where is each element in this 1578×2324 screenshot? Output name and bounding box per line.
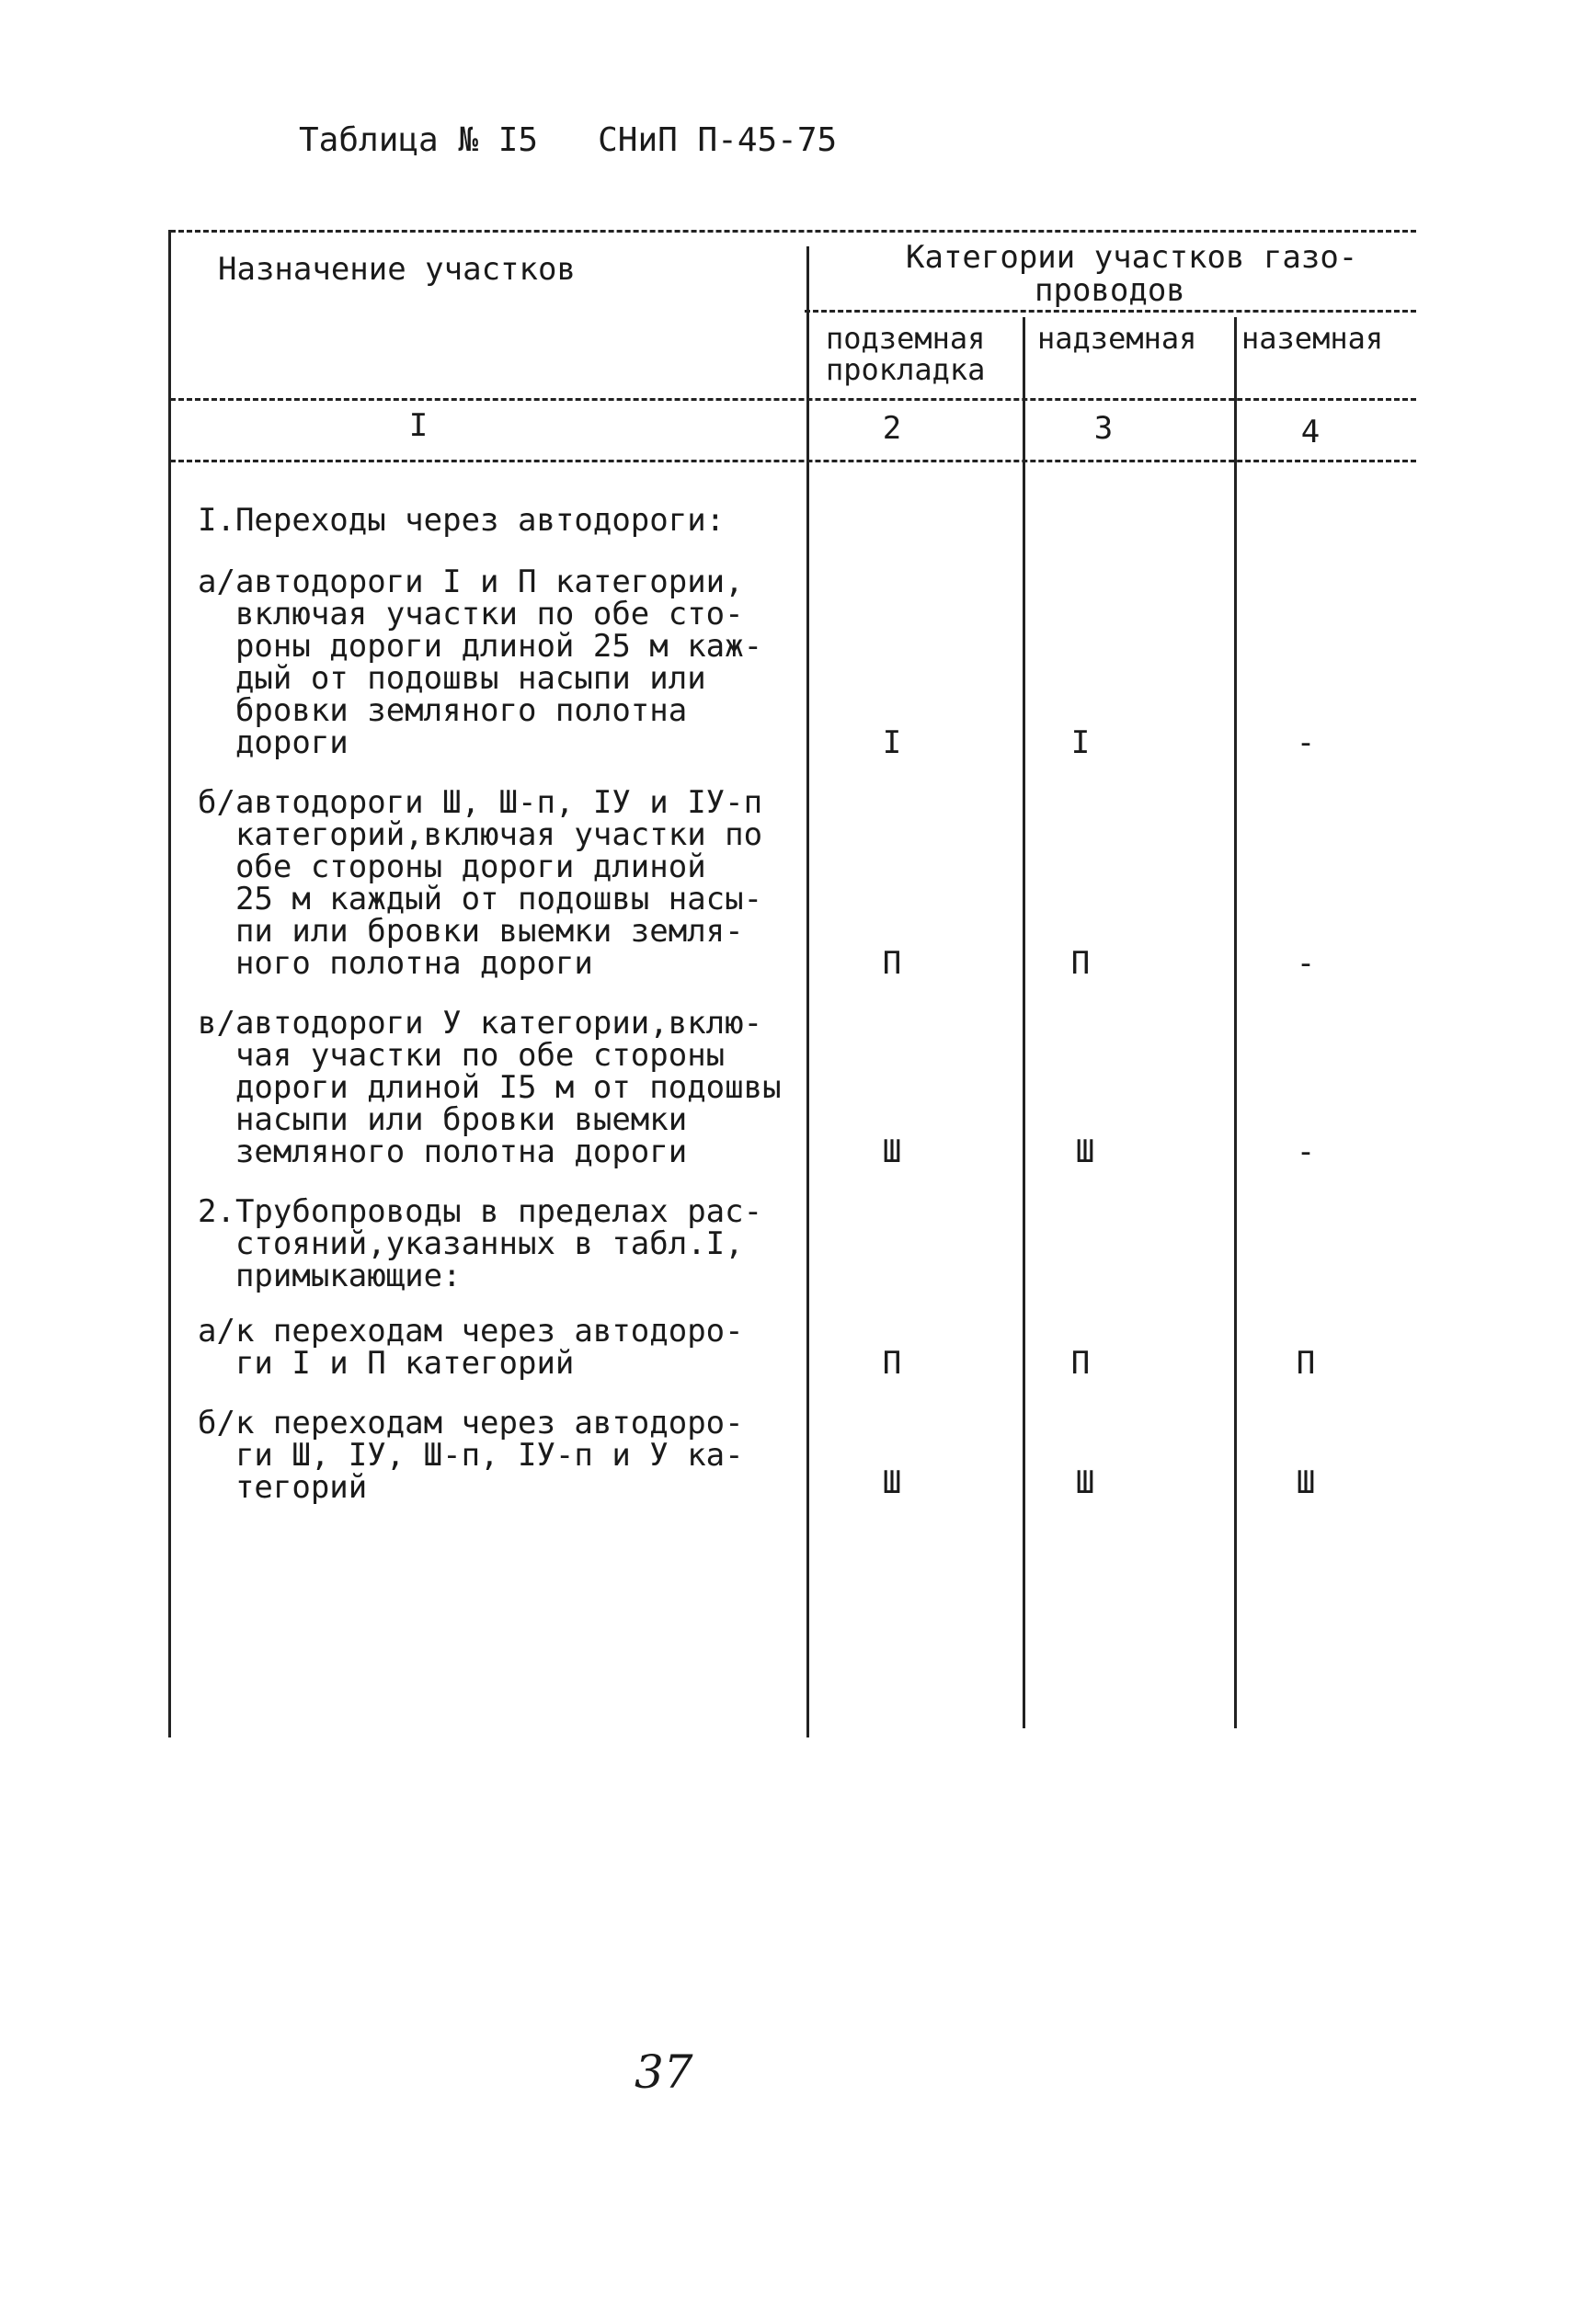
row-e-line: б/к переходам через автодоро- [198,1405,744,1441]
number-row-bottom-rule [170,460,1416,462]
row-a-line: дороги [198,724,349,761]
subheader-underground-2: прокладка [826,352,986,387]
col1-header: Назначение участков [218,251,576,288]
section2-line: примыкающие: [198,1258,462,1294]
row-a-line: роны дороги длиной 25 м каж- [198,628,763,665]
row-a-line: бровки земляного полотна [198,692,688,729]
column-divider-3 [1234,317,1237,1728]
table-left-border [168,230,171,1737]
row-e-ground: Ш [1296,1464,1316,1501]
row-e-underground: Ш [882,1464,902,1501]
row-c-line: в/автодороги У категории,вклю- [198,1005,763,1042]
row-a-line: включая участки по обе сто- [198,596,744,632]
group-header-line2: проводов [1035,272,1185,309]
col-number-1: I [408,407,429,444]
column-divider-2 [1023,317,1025,1728]
row-b-line: обе стороны дороги длиной [198,849,706,885]
row-d-line: а/к переходам через автодоро- [198,1313,744,1350]
row-d-underground: П [882,1345,902,1382]
header-bottom-rule [170,398,1416,401]
row-a-underground: I [882,724,902,761]
row-c-line: чая участки по обе стороны [198,1037,726,1074]
subheader-overhead: надземная [1037,321,1197,356]
row-d-line: ги I и П категорий [198,1345,575,1382]
subheader-ground: наземная [1241,321,1384,356]
row-c-overhead: Ш [1075,1134,1095,1170]
section2-line: 2.Трубопроводы в пределах рас- [198,1193,763,1230]
row-b-ground: - [1296,945,1316,982]
row-d-ground: П [1296,1345,1316,1382]
col-number-4: 4 [1300,414,1321,450]
row-c-line: насыпи или бровки выемки [198,1101,688,1138]
row-b-line: категорий,включая участки по [198,816,763,853]
row-b-line: пи или бровки выемки земля- [198,913,744,950]
group-header-line1: Категории участков газо- [906,239,1358,276]
row-b-overhead: П [1070,945,1091,982]
col-number-2: 2 [882,410,902,447]
row-a-ground: - [1296,724,1316,761]
row-b-underground: П [882,945,902,982]
row-a-overhead: I [1070,724,1091,761]
row-c-underground: Ш [882,1134,902,1170]
row-c-ground: - [1296,1134,1316,1170]
page-title: Таблица № I5 СНиП П-45-75 [299,121,838,159]
row-e-line: ги Ш, IУ, Ш-п, IУ-п и У ка- [198,1437,744,1474]
row-c-line: земляного полотна дороги [198,1134,688,1170]
column-divider-1 [806,246,809,1737]
subheader-underground-1: подземная [826,321,986,356]
section1-title: I.Переходы через автодороги: [198,502,726,539]
section2-line: стояний,указанных в табл.I, [198,1225,744,1262]
row-c-line: дороги длиной I5 м от подошвы [198,1069,782,1106]
row-b-line: 25 м каждый от подошвы насы- [198,881,763,917]
row-e-overhead: Ш [1075,1464,1095,1501]
col-number-3: 3 [1093,410,1114,447]
row-b-line: б/автодороги Ш, Ш-п, IУ и IУ-п [198,784,763,821]
row-b-line: ного полотна дороги [198,945,593,982]
group-header-rule [805,310,1416,313]
row-e-line: тегорий [198,1469,368,1506]
row-a-line: а/автодороги I и П категории, [198,564,744,600]
table-top-rule [170,230,1416,233]
row-d-overhead: П [1070,1345,1091,1382]
row-a-line: дый от подошвы насыпи или [198,660,706,697]
page-number: 37 [635,2045,693,2099]
